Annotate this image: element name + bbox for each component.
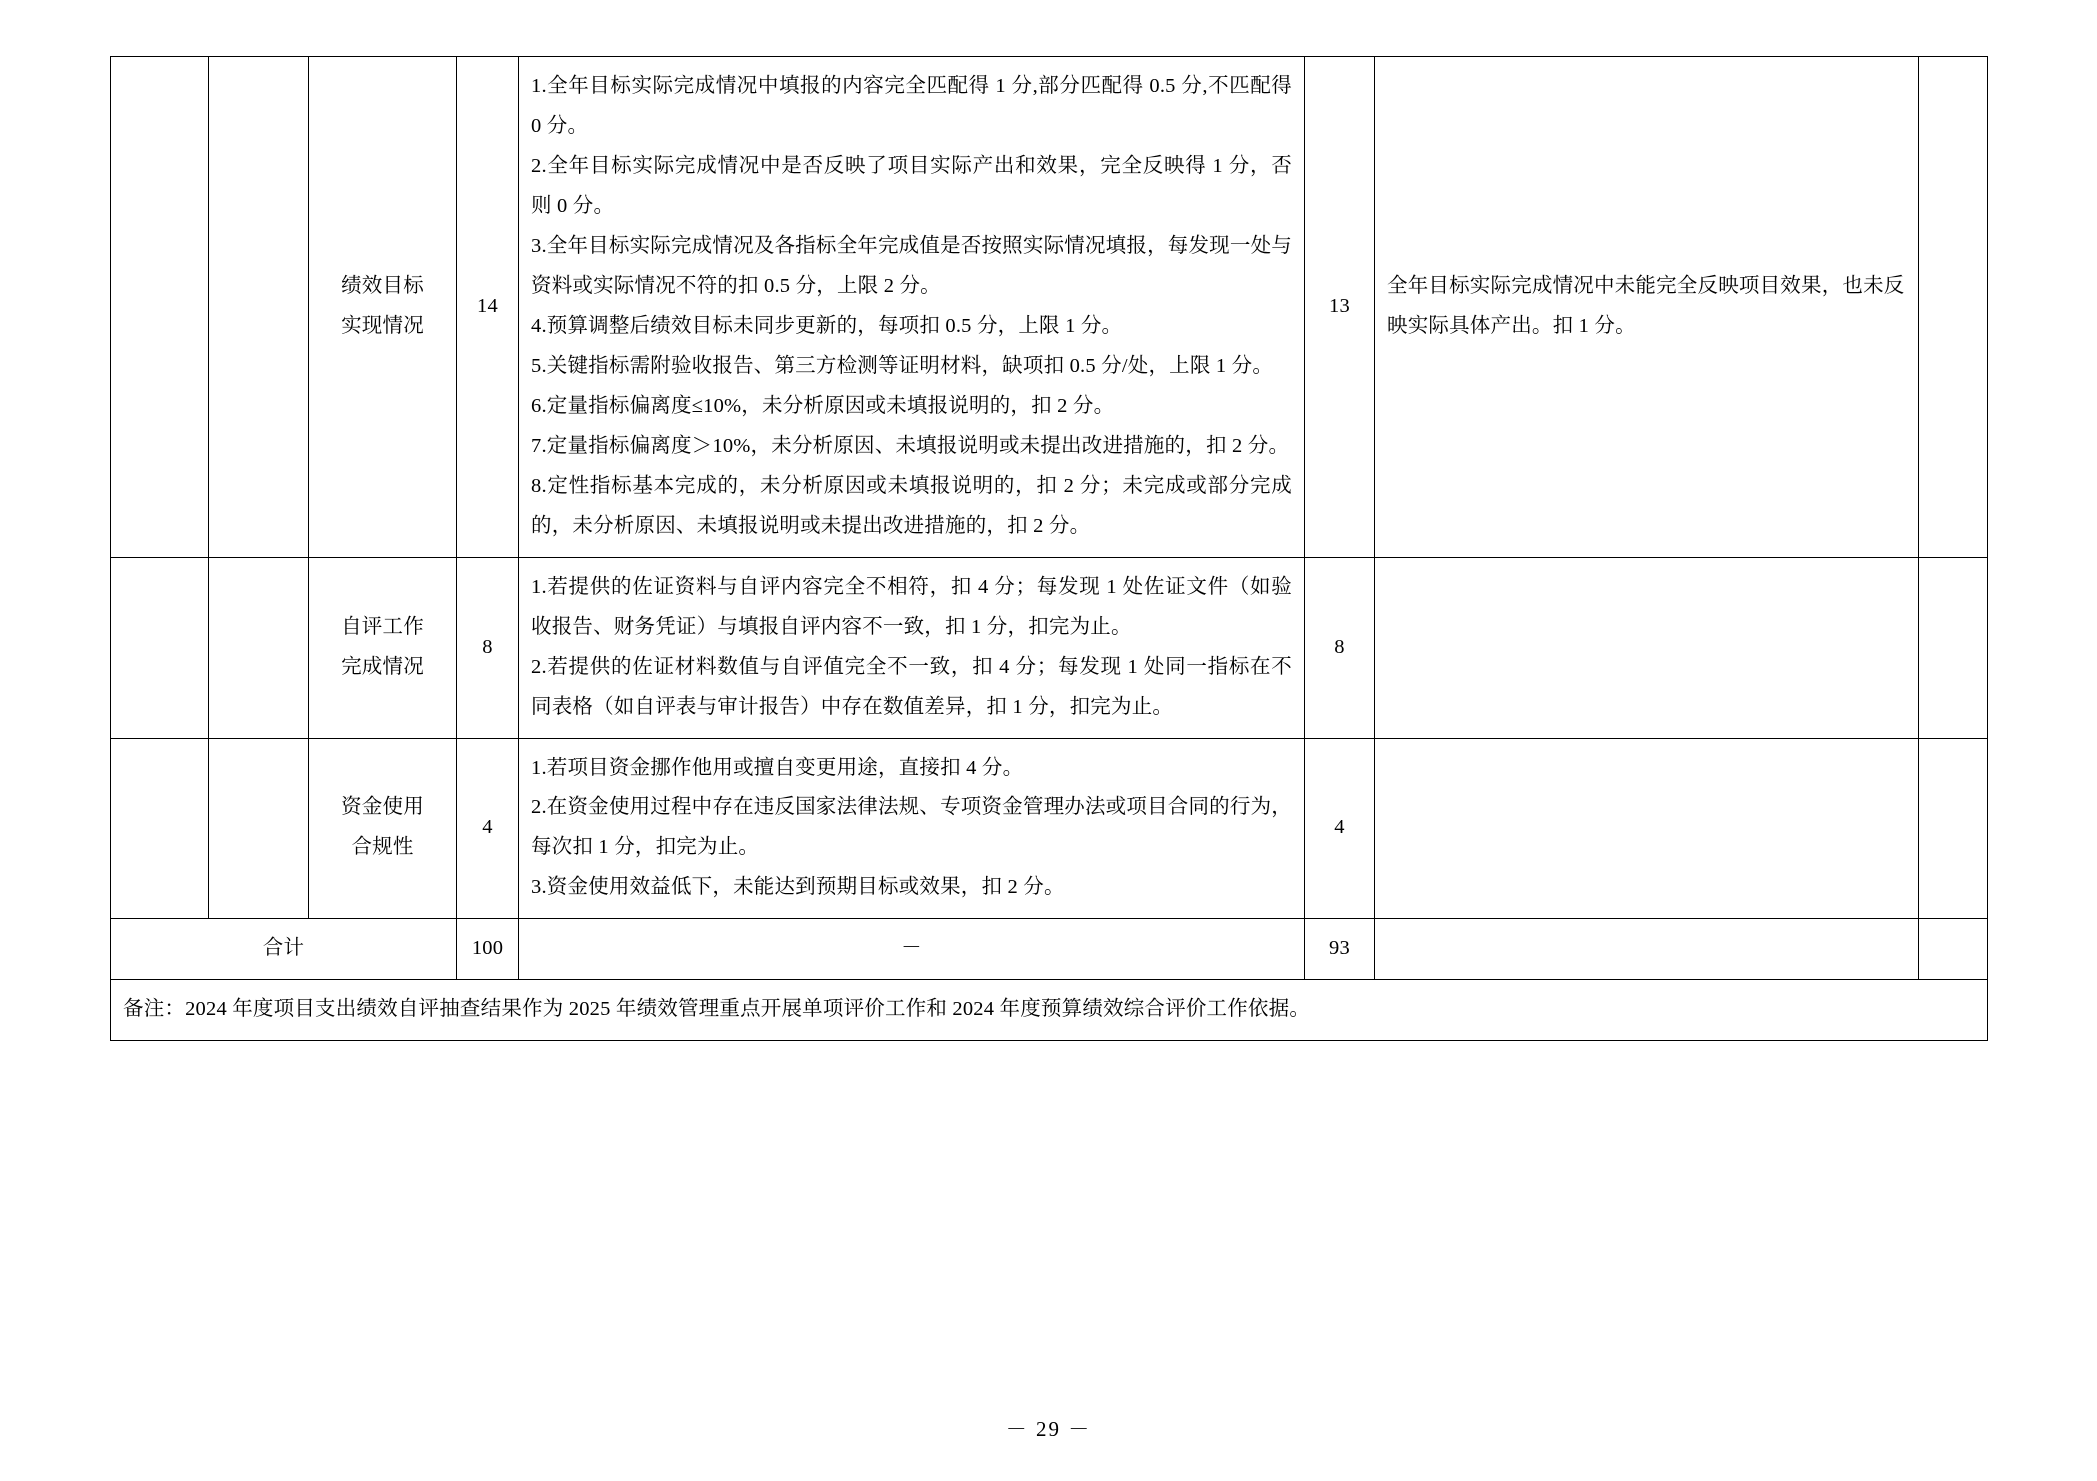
total-note [1375,919,1919,980]
remark-row [111,980,1988,1041]
criterion-items-3 [519,738,1305,919]
criterion-item: 3.资金使用效益低下，未能达到预期目标或效果，扣 2 分。 [531,876,1065,899]
criterion-item: 2.在资金使用过程中存在违反国家法律法规、专项资金管理办法或项目合同的行为，每次扣 1 分，扣完为止。 [531,796,1292,859]
total-self-score: 93 [1305,919,1375,980]
criterion-weight-1: 14 [457,57,519,558]
evaluation-note-2 [1375,557,1919,738]
row2-col2-empty [209,557,309,738]
row2-col1-empty [111,557,209,738]
criterion-weight-2: 8 [457,557,519,738]
criterion-weight-3: 4 [457,738,519,919]
row3-col2-empty [209,738,309,919]
self-score-1: 13 [1305,57,1375,558]
evaluation-note-1: 全年目标实际完成情况中未能完全反映项目效果，也未反映实际具体产出。扣 1 分。 [1375,57,1919,558]
total-col8-empty [1919,919,1988,980]
criterion-item: 1.若项目资金挪作他用或擅自变更用途，直接扣 4 分。 [531,756,1024,779]
criterion-items-1 [519,57,1305,558]
table-row [111,557,1988,738]
criterion-item: 5.关键指标需附验收报告、第三方检测等证明材料，缺项扣 0.5 分/处，上限 1 分。 [531,354,1274,377]
total-items-dash: － [519,919,1305,980]
criterion-name-3: 资金使用 合规性 [309,738,457,919]
criterion-item: 2.全年目标实际完成情况中是否反映了项目实际产出和效果，完全反映得 1 分，否则 0 分。 [531,154,1292,217]
criterion-name-2: 自评工作 完成情况 [309,557,457,738]
table-row [111,738,1988,919]
criterion-item: 6.定量指标偏离度≤10%，未分析原因或未填报说明的，扣 2 分。 [531,394,1115,417]
table-row [111,57,1988,558]
criterion-item: 1.若提供的佐证资料与自评内容完全不相符，扣 4 分；每发现 1 处佐证文件（如验收报告、财务凭证）与填报自评内容不一致，扣 1 分，扣完为止。 [531,575,1292,638]
criterion-item: 7.定量指标偏离度＞10%，未分析原因、未填报说明或未提出改进措施的，扣 2 分。 [531,434,1290,457]
row1-col8-empty [1919,57,1988,558]
self-score-3: 4 [1305,738,1375,919]
row3-col1-empty [111,738,209,919]
self-score-2: 8 [1305,557,1375,738]
criterion-item: 3.全年目标实际完成情况及各指标全年完成值是否按照实际情况填报，每发现一处与资料或实际情况不符的扣 0.5 分，上限 2 分。 [531,234,1292,297]
total-label: 合计 [111,919,457,980]
criterion-name-1: 绩效目标 实现情况 [309,57,457,558]
row2-col8-empty [1919,557,1988,738]
row1-col2-empty [209,57,309,558]
criterion-item: 2.若提供的佐证材料数值与自评值完全不一致，扣 4 分；每发现 1 处同一指标在不同表格（如自评表与审计报告）中存在数值差异，扣 1 分，扣完为止。 [531,655,1292,718]
row3-col8-empty [1919,738,1988,919]
criterion-item: 8.定性指标基本完成的，未分析原因或未填报说明的，扣 2 分；未完成或部分完成的，未分析原因、未填报说明或未提出改进措施的，扣 2 分。 [531,474,1292,537]
evaluation-note-3 [1375,738,1919,919]
table-body [111,57,1988,1041]
criterion-item: 4.预算调整后绩效目标未同步更新的，每项扣 0.5 分，上限 1 分。 [531,314,1123,337]
remark-text: 备注：2024 年度项目支出绩效自评抽查结果作为 2025 年绩效管理重点开展单项评价工作和 2024 年度预算绩效综合评价工作依据。 [111,980,1988,1041]
performance-scoring-table [110,56,1988,1041]
page-number: － 29 － [1005,1417,1092,1441]
criterion-item: 1.全年目标实际完成情况中填报的内容完全匹配得 1 分,部分匹配得 0.5 分,不匹配得 0 分。 [531,75,1292,137]
total-weight: 100 [457,919,519,980]
criterion-items-2 [519,557,1305,738]
total-row [111,919,1988,980]
row1-col1-empty [111,57,209,558]
